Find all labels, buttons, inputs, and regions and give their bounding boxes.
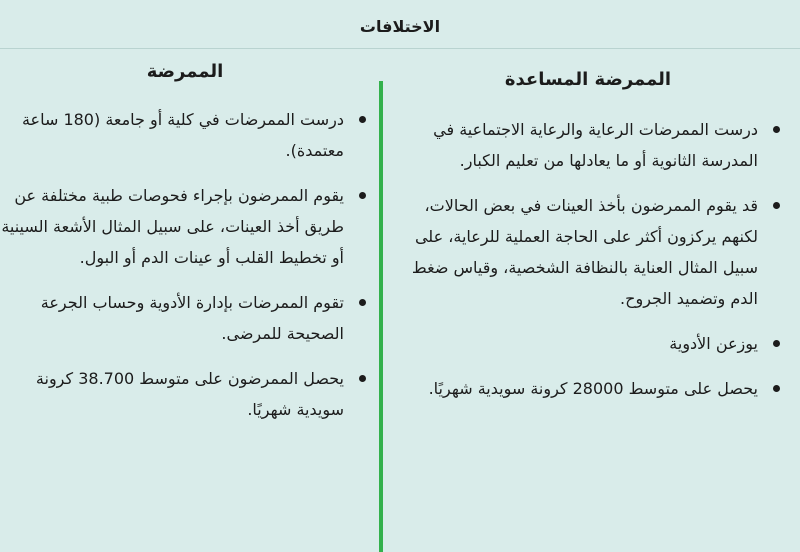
- bullet-icon: [773, 202, 780, 209]
- bullet-icon: [359, 299, 366, 306]
- list-item: [392, 373, 784, 404]
- column-divider: [379, 81, 383, 552]
- list-item: [392, 114, 784, 176]
- assistant-nurse-list: [392, 114, 784, 404]
- list-item-text: يحصل الممرضون على متوسط 38.700 كرونة سويدية شهريًا.: [35, 369, 344, 419]
- list-item-text: يحصل على متوسط 28000 كرونة سويدية شهريًا.: [428, 379, 758, 398]
- bullet-icon: [773, 340, 780, 347]
- list-item: [392, 328, 784, 359]
- assistant-nurse-heading: الممرضة المساعدة: [504, 69, 672, 90]
- list-item-text: درست الممرضات في كلية أو جامعة (180 ساعة معتمدة).: [21, 110, 344, 160]
- nurse-list: [0, 104, 370, 425]
- bullet-icon: [773, 385, 780, 392]
- page-title: الاختلافات: [359, 17, 441, 36]
- list-item-text: درست الممرضات الرعاية والرعاية الاجتماعية في المدرسة الثانوية أو ما يعادلها من تعليم الكبار.: [433, 120, 758, 170]
- list-item-text: يوزعن الأدوية: [669, 334, 758, 353]
- nurse-column: [0, 56, 370, 439]
- bullet-icon: [359, 375, 366, 382]
- list-item-text: تقوم الممرضات بإدارة الأدوية وحساب الجرعة الصحيحة للمرضى.: [40, 293, 344, 343]
- nurse-heading: الممرضة: [146, 61, 224, 82]
- assistant-nurse-column: [392, 64, 784, 418]
- bullet-icon: [773, 126, 780, 133]
- list-item-text: يقوم الممرضون بإجراء فحوصات طبية مختلفة عن طريق أخذ العينات، على سبيل المثال الأشعة السينية أو تخطيط القلب أو عينات الدم أو البول.: [1, 186, 344, 267]
- bullet-icon: [359, 116, 366, 123]
- list-item-text: قد يقوم الممرضون بأخذ العينات في بعض الحالات، لكنهم يركزون أكثر على الحاجة العملية للرعاية، على سبيل المثال العناية بالنظافة الشخصية، وقياس ضغط الدم وتضميد الجروح.: [411, 196, 758, 308]
- title-divider: [0, 48, 800, 49]
- bullet-icon: [359, 192, 366, 199]
- list-item: [0, 104, 370, 166]
- list-item: [0, 180, 370, 273]
- list-item: [0, 363, 370, 425]
- list-item: [392, 190, 784, 314]
- list-item: [0, 287, 370, 349]
